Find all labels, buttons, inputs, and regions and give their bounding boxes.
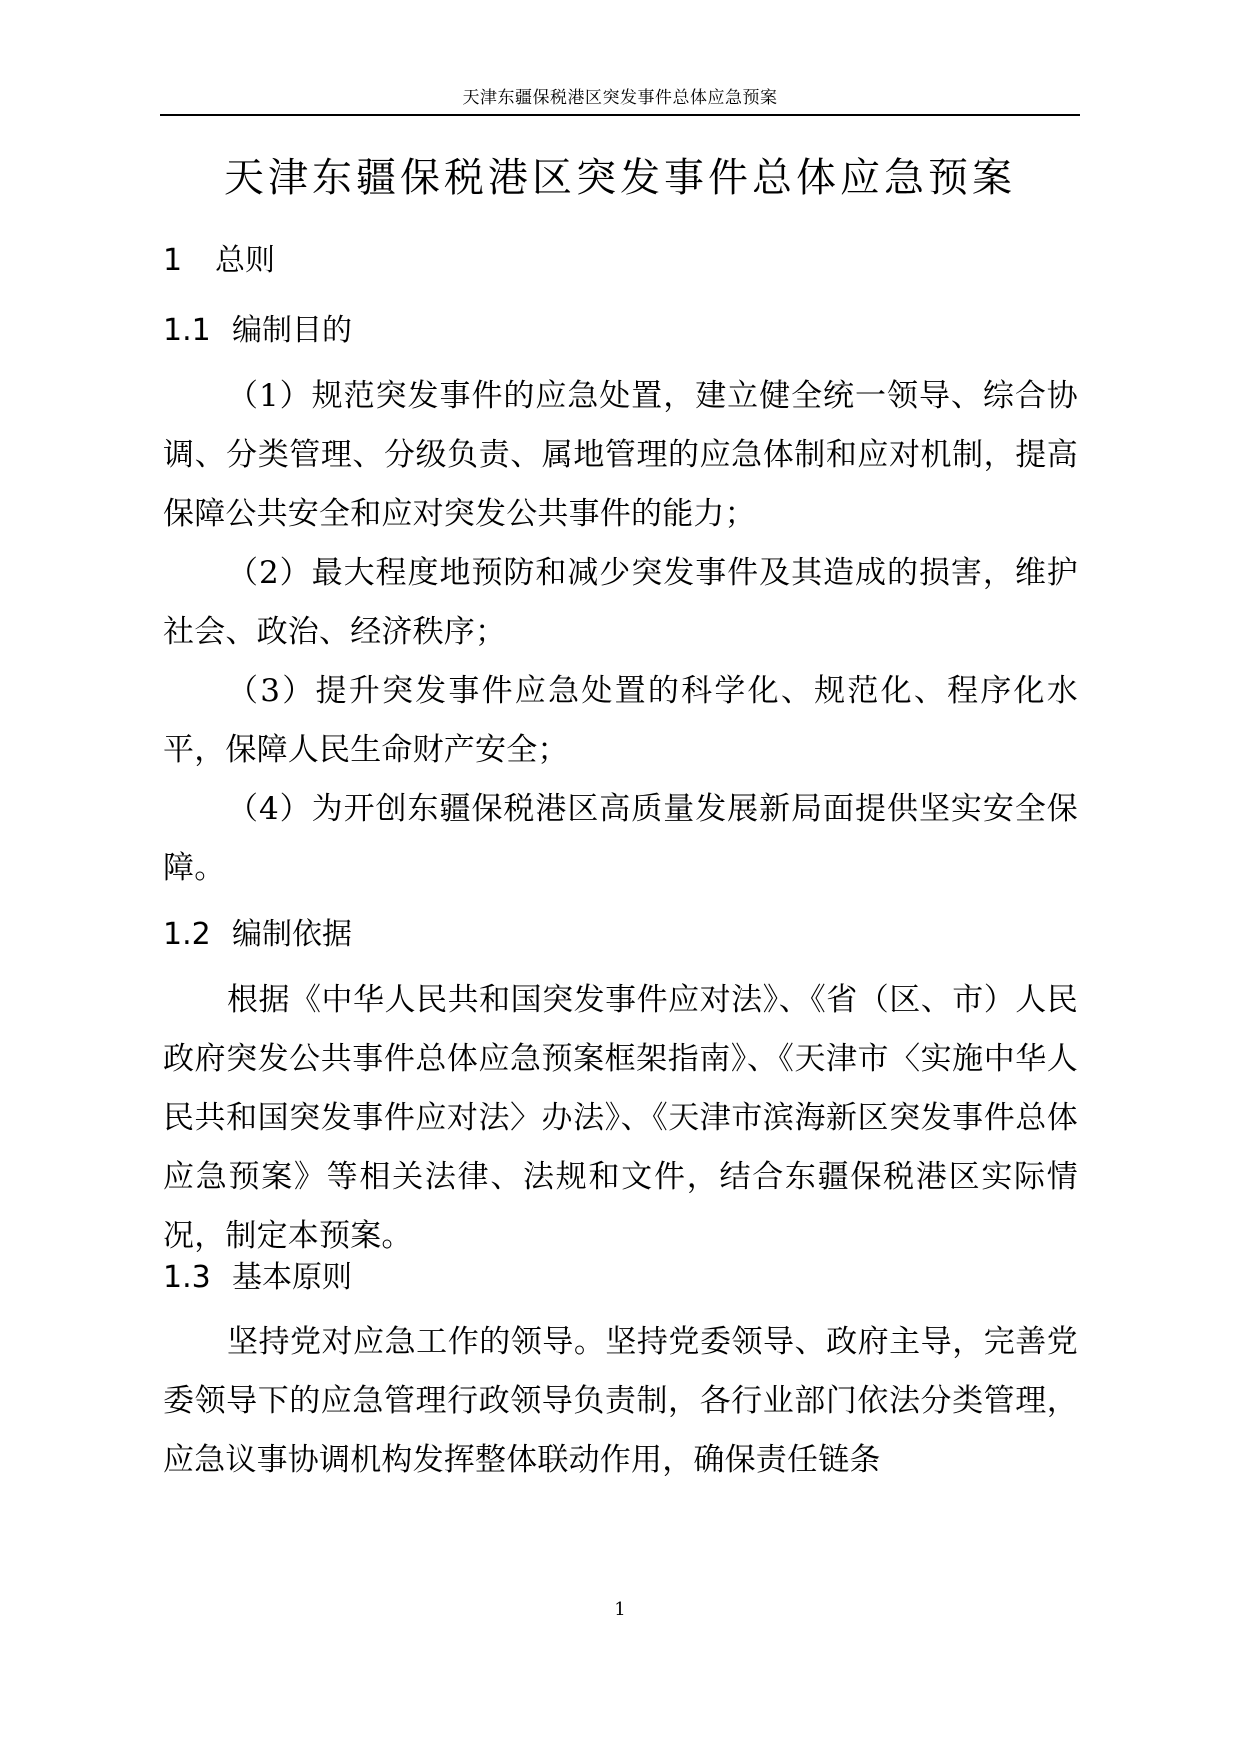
section-number: 1.2 (163, 917, 211, 952)
principles-paragraph: 坚持党对应急工作的领导。坚持党委领导、政府主导，完善党委领导下的应急管理行政领导负责制，各行业部门依法分类管理，应急议事协调机构发挥整体联动作用，确保责任链条 (163, 1324, 1078, 1478)
section-heading-1-2 (163, 915, 352, 955)
section-title: 编制目的 (232, 313, 352, 348)
section-heading-1-1 (163, 311, 352, 351)
section-heading-1-3 (163, 1258, 352, 1298)
section-title: 总则 (215, 243, 275, 278)
purpose-item-4: （4）为开创东疆保税港区高质量发展新局面提供坚实安全保障。 (163, 791, 1078, 886)
basis-paragraph: 根据《中华人民共和国突发事件应对法》、《省（区、市）人民政府突发公共事件总体应急预案框架指南》、《天津市〈实施中华人民共和国突发事件应对法〉办法》、《天津市滨海新区突发事件总体应急预案》等相关法律、法规和文件，结合东疆保税港区实际情况，制定本预案。 (163, 982, 1078, 1254)
section-heading-1 (163, 241, 275, 281)
purpose-item-1: （1）规范突发事件的应急处置，建立健全统一领导、综合协调、分类管理、分级负责、属地管理的应急体制和应对机制，提高保障公共安全和应对突发公共事件的能力； (163, 378, 1078, 532)
section-title: 编制依据 (232, 917, 352, 952)
page-number: 1 (614, 1599, 626, 1620)
running-header: 天津东疆保税港区突发事件总体应急预案 (160, 86, 1080, 116)
section-number: 1.3 (163, 1260, 211, 1295)
section-title: 基本原则 (232, 1260, 352, 1295)
section-number: 1 (163, 243, 183, 278)
document-title: 天津东疆保税港区突发事件总体应急预案 (224, 155, 1016, 201)
purpose-item-2: （2）最大程度地预防和减少突发事件及其造成的损害，维护社会、政治、经济秩序； (163, 555, 1078, 650)
section-number: 1.1 (163, 313, 211, 348)
purpose-item-3: （3）提升突发事件应急处置的科学化、规范化、程序化水平，保障人民生命财产安全； (163, 673, 1078, 768)
